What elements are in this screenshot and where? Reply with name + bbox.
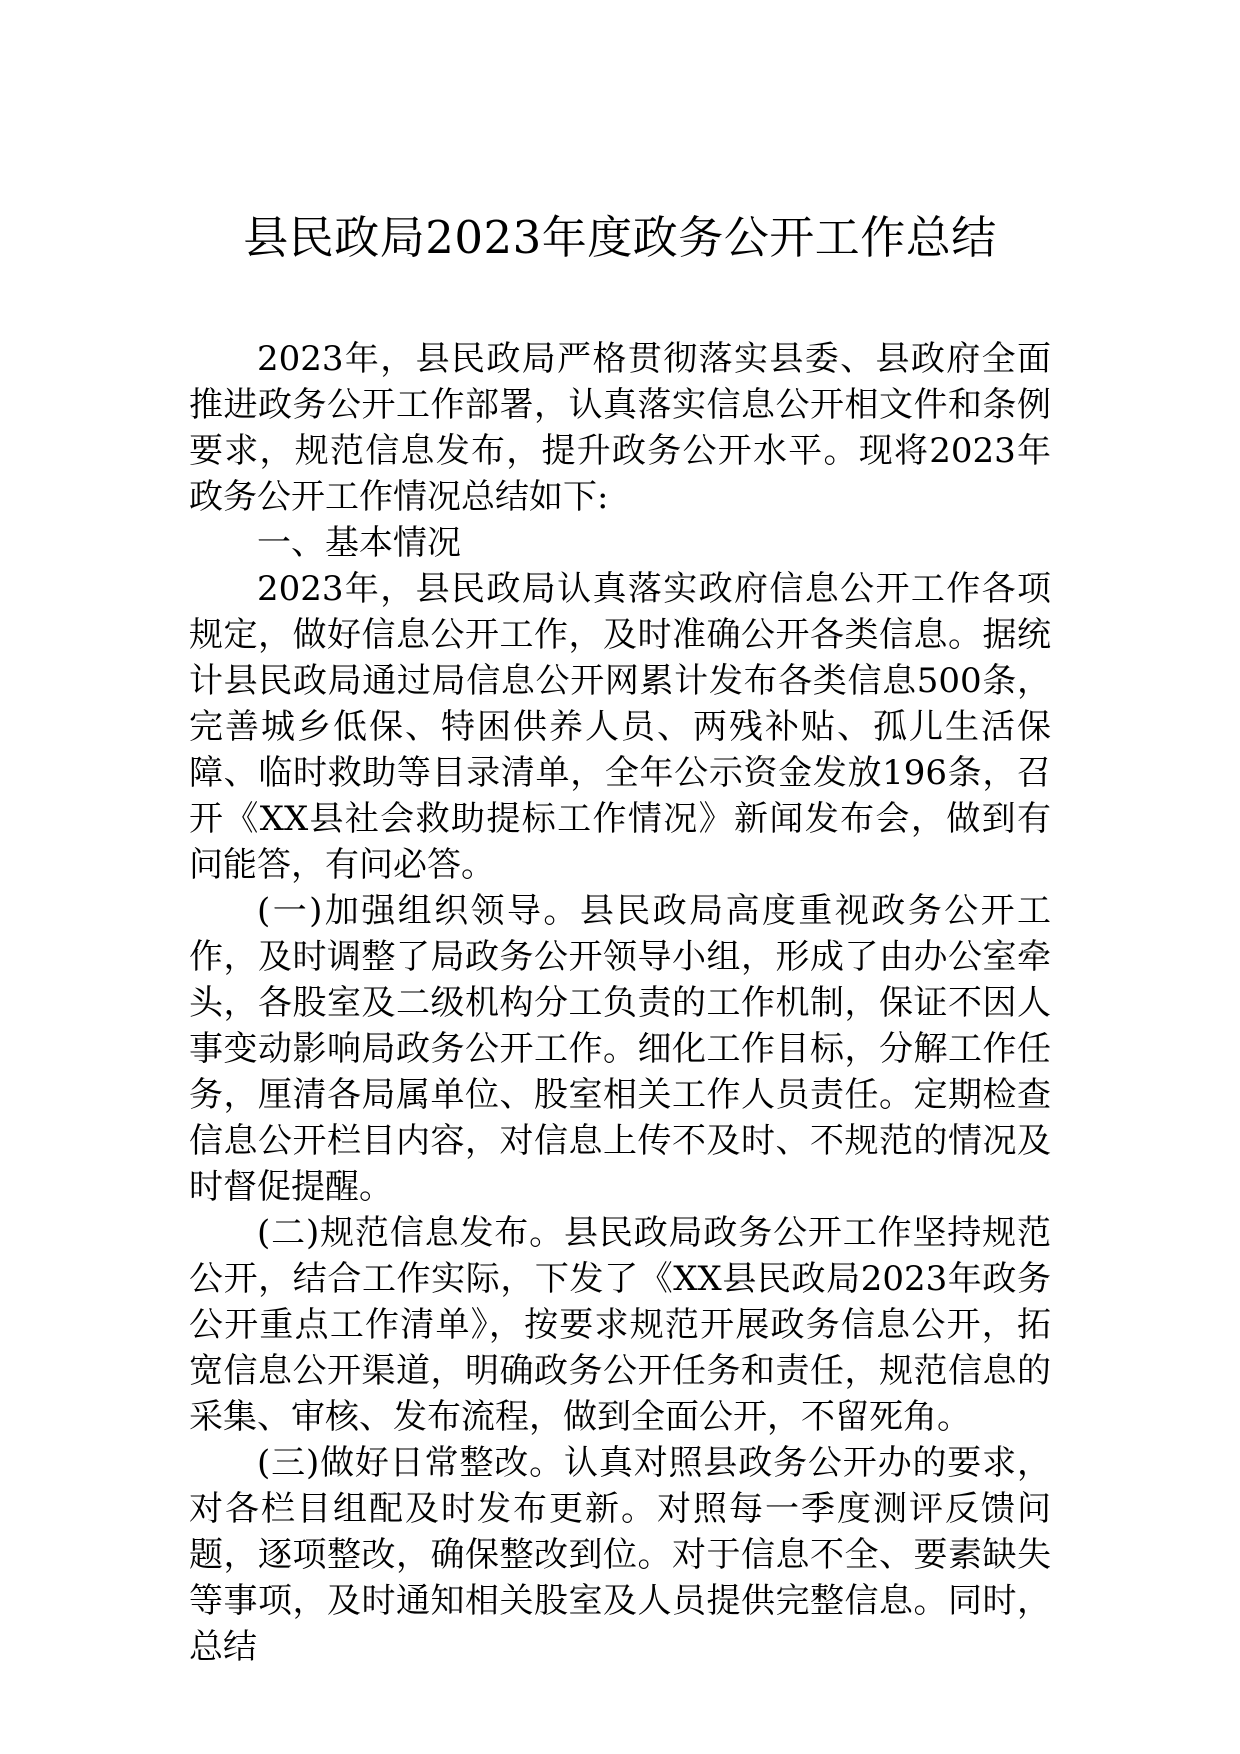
document-title: 县民政局2023年度政务公开工作总结 bbox=[243, 211, 997, 264]
item-text-publishing: 县民政局政务公开工作坚持规范公开，结合工作实际，下发了《XX县民政局2023年政务公开重点工作清单》，按要求规范开展政务信息公开，拓宽信息公开渠道，明确政务公开任务和责任，规范信息的采集、审核、发布流程，做到全面公开，不留死角。 bbox=[189, 1213, 1052, 1437]
item-paragraph-publishing bbox=[189, 1210, 1051, 1440]
basic-situation-paragraph: 2023年，县民政局认真落实政府信息公开工作各项规定，做好信息公开工作，及时准确公开各类信息。据统计县民政局通过局信息公开网累计发布各类信息500条，完善城乡低保、特困供养人员、两残补贴、孤儿生活保障、临时救助等目录清单，全年公示资金发放196条，召开《XX县社会救助提标工作情况》新闻发布会，做到有问能答，有问必答。 bbox=[189, 569, 1051, 885]
item-lead-rectification: (三)做好日常整改。 bbox=[257, 1443, 564, 1483]
item-text-rectification: 认真对照县政务公开办的要求，对各栏目组配及时发布更新。对照每一季度测评反馈问题，逐项整改，确保整改到位。对于信息不全、要素缺失等事项，及时通知相关股室及人员提供完整信息。同时，总结 bbox=[189, 1443, 1052, 1667]
document-body bbox=[189, 336, 1051, 1670]
item-text-organization: 县民政局高度重视政务公开工作，及时调整了局政务公开领导小组，形成了由办公室牵头，各股室及二级机构分工负责的工作机制，保证不因人事变动影响局政务公开工作。细化工作目标，分解工作任务，厘清各局属单位、股室相关工作人员责任。定期检查信息公开栏目内容，对信息上传不及时、不规范的情况及时督促提醒。 bbox=[189, 891, 1052, 1207]
item-lead-publishing: (二)规范信息发布。 bbox=[257, 1213, 564, 1253]
item-paragraph-organization bbox=[189, 888, 1051, 1210]
item-lead-organization: (一)加强组织领导。 bbox=[257, 891, 580, 931]
section-heading-basic-situation: 一、基本情况 bbox=[257, 523, 461, 563]
intro-paragraph: 2023年，县民政局严格贯彻落实县委、县政府全面推进政务公开工作部署，认真落实信息公开相文件和条例要求，规范信息发布，提升政务公开水平。现将2023年政务公开工作情况总结如下: bbox=[189, 339, 1051, 517]
item-paragraph-rectification bbox=[189, 1440, 1051, 1670]
